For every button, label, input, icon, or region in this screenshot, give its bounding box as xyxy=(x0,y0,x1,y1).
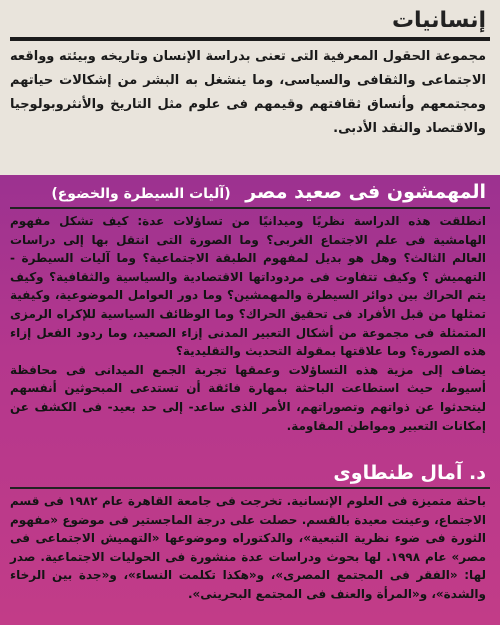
abstract-paragraph-1: انطلقت هذه الدراسة نظريًا وميدانيًا من تساؤلات عدة: كيف تشكل مفهوم الهامشية فى علم الاجتماع الغربى؟ وما الصورة التى انتقل بها إلى دراسات العالم الثالث؟ وهل هو بديل لمفهوم الطبقة الاجتماعية؟ وما آليات السيطرة - التهميش ؟ وكيف تتفاوت فى مردوداتها الاقتصادية والسياسية والثقافية؟ وكيف يتم الحراك بين دوائر السيطرة والمهمشين؟ وما دور العوامل الموضوعية، وكيفية تمثلها من قبل الأفراد فى تحقيق الحراك؟ وما الوظائف السياسية للإكراه الرمزى المتمثلة فى مجموعة من أشكال التعبير المدنى إزاء الصعيد، وما ردود الفعل إزاء هذه الصورة؟ وما علاقتها بمقولة التحديث والتقليدية؟ xyxy=(10,214,486,359)
author-divider xyxy=(10,487,490,489)
book-subtitle: (آليات السيطرة والخضوع) xyxy=(51,186,231,202)
series-description: مجموعة الحقول المعرفية التى تعنى بدراسة الإنسان وتاريخه وبيئته وواقعه الاجتماعى والثقافى والسياسى، وما ينشغل به البشر من إشكالات حياتهم ومجتمعهم وأنساق ثقافتهم وقيمهم فى علوم مثل التاريخ والأنثروبولوجيا والاقتصاد والنقد الأدبى. xyxy=(10,49,486,136)
book-title: المهمشون فى صعيد مصر xyxy=(245,181,486,203)
author-bio: باحثة متميزة فى العلوم الإنسانية. تخرجت فى جامعة القاهرة عام ١٩٨٢ فى قسم الاجتماع، وعينت معيدة بالقسم. حصلت على درجة الماجستير فى موضوع «مفهوم الثورة فى ضوء نظرية التبعية»، والدكتوراه وموضوعها «التهميش الاجتماعى فى مصر» عام ١٩٩٨. لها بحوث ودراسات عدة منشورة فى الحوليات الاجتماعية. صدر لها: «الفقر فى المجتمع المصرى»، و«هكذا تكلمت النساء»، و«جدة بين الرخاء والشدة»، و«المرأة والعنف فى المجتمع البحرينى». xyxy=(10,494,487,601)
book-abstract xyxy=(10,212,486,435)
author-name: د. آمال طنطاوى xyxy=(333,462,486,484)
book-divider xyxy=(10,207,490,209)
series-divider xyxy=(10,37,490,41)
abstract-paragraph-2: يضاف إلى مزية هذه التساؤلات وعمقها تجربة الجمع الميدانى فى محافظة أسيوط، حيث استطاعت الباحثة بمهارة فائقة أن تستدعى المبحوثين أنفسهم ليتحدثوا عن ذواتهم وتصوراتهم، الأمر الذى ساعد- إلى حد بعيد- فى الكشف عن إمكانات التعبير ومواطن المقاومة. xyxy=(10,362,486,433)
book-title-line xyxy=(10,181,486,203)
series-title: إنسانيات xyxy=(391,8,486,33)
